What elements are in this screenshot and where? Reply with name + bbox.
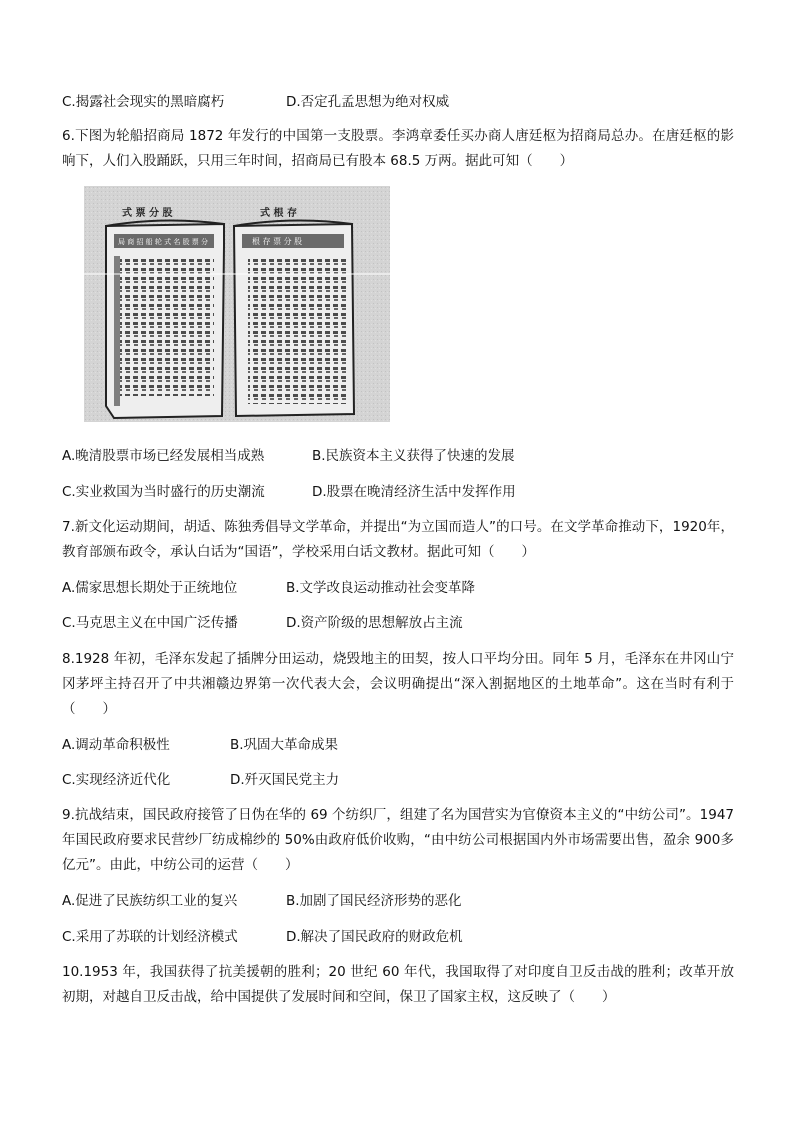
q7-option-c: C.马克思主义在中国广泛传播 xyxy=(62,615,238,631)
q6-option-c: C.实业救国为当时盛行的历史潮流 xyxy=(62,484,265,500)
q9-option-b: B.加剧了国民经济形势的恶化 xyxy=(286,893,462,909)
q6-stem: 6.下图为轮船招商局 1872 年发行的中国第一支股票。李鸿章委任买办商人唐廷枢为招商局总办。在唐廷枢的影响下，人们入股踊跃，只用三年时间，招商局已有股本 68.5 万两。据此可知（ ） xyxy=(62,128,734,169)
q7-stem: 7.新文化运动期间，胡适、陈独秀倡导文学革命，并提出“为立国而造人”的口号。在文学革命推动下，1920年，教育部颁布政令，承认白话为“国语”，学校采用白话文教材。据此可知（ ） xyxy=(62,519,734,560)
q6-option-a: A.晚清股票市场已经发展相当成熟 xyxy=(62,448,265,464)
q8-option-b: B.巩固大革命成果 xyxy=(230,737,339,753)
left-certificate-subheader: 局 商 招 船 轮 式 名 股 票 分 xyxy=(118,238,209,246)
q9-option-d: D.解决了国民政府的财政危机 xyxy=(286,929,463,945)
q6-option-d: D.股票在晚清经济生活中发挥作用 xyxy=(312,484,516,500)
q8-option-a: A.调动革命积极性 xyxy=(62,737,170,753)
q7-option-d: D.资产阶级的思想解放占主流 xyxy=(286,615,463,631)
stock-certificate-image xyxy=(84,186,390,422)
q5-option-d: D.否定孔孟思想为绝对权威 xyxy=(286,94,450,110)
q5-option-c: C.揭露社会现实的黑暗腐朽 xyxy=(62,94,225,110)
left-certificate-header: 式 票 分 股 xyxy=(122,208,173,219)
stock-certificate-drawing xyxy=(84,186,390,422)
q9-option-a: A.促进了民族纺织工业的复兴 xyxy=(62,893,238,909)
right-certificate-header: 式 根 存 xyxy=(260,208,297,219)
q9-stem: 9.抗战结束，国民政府接管了日伪在华的 69 个纺织厂，组建了名为国营实为官僚资本主义的“中纺公司”。1947年国民政府要求民营纱厂纺成棉纱的 50%由政府低价收购，“由中纺公司根据国内外市场需要出售，盈余 900多亿元”。由此，中纺公司的运营（ ） xyxy=(62,807,734,873)
q7-option-a: A.儒家思想长期处于正统地位 xyxy=(62,580,238,596)
q9-option-c: C.采用了苏联的计划经济模式 xyxy=(62,929,238,945)
q10-stem: 10.1953 年，我国获得了抗美援朝的胜利；20 世纪 60 年代，我国取得了对印度自卫反击战的胜利；改革开放初期，对越自卫反击战，给中国提供了发展时间和空间，保卫了国家主权，这反映了（ ） xyxy=(62,964,734,1005)
right-certificate-subheader: 根 存 票 分 股 xyxy=(252,237,303,246)
q8-stem: 8.1928 年初，毛泽东发起了插牌分田运动，烧毁地主的田契，按人口平均分田。同年 5 月，毛泽东在井冈山宁冈茅坪主持召开了中共湘赣边界第一次代表大会，会议明确提出“深入割据地区的土地革命”。这在当时有利于（ ） xyxy=(62,651,734,717)
q7-option-b: B.文学改良运动推动社会变革降 xyxy=(286,580,476,596)
q6-option-b: B.民族资本主义获得了快速的发展 xyxy=(312,448,515,464)
q8-option-c: C.实现经济近代化 xyxy=(62,772,171,788)
q8-option-d: D.歼灭国民党主力 xyxy=(230,772,340,788)
